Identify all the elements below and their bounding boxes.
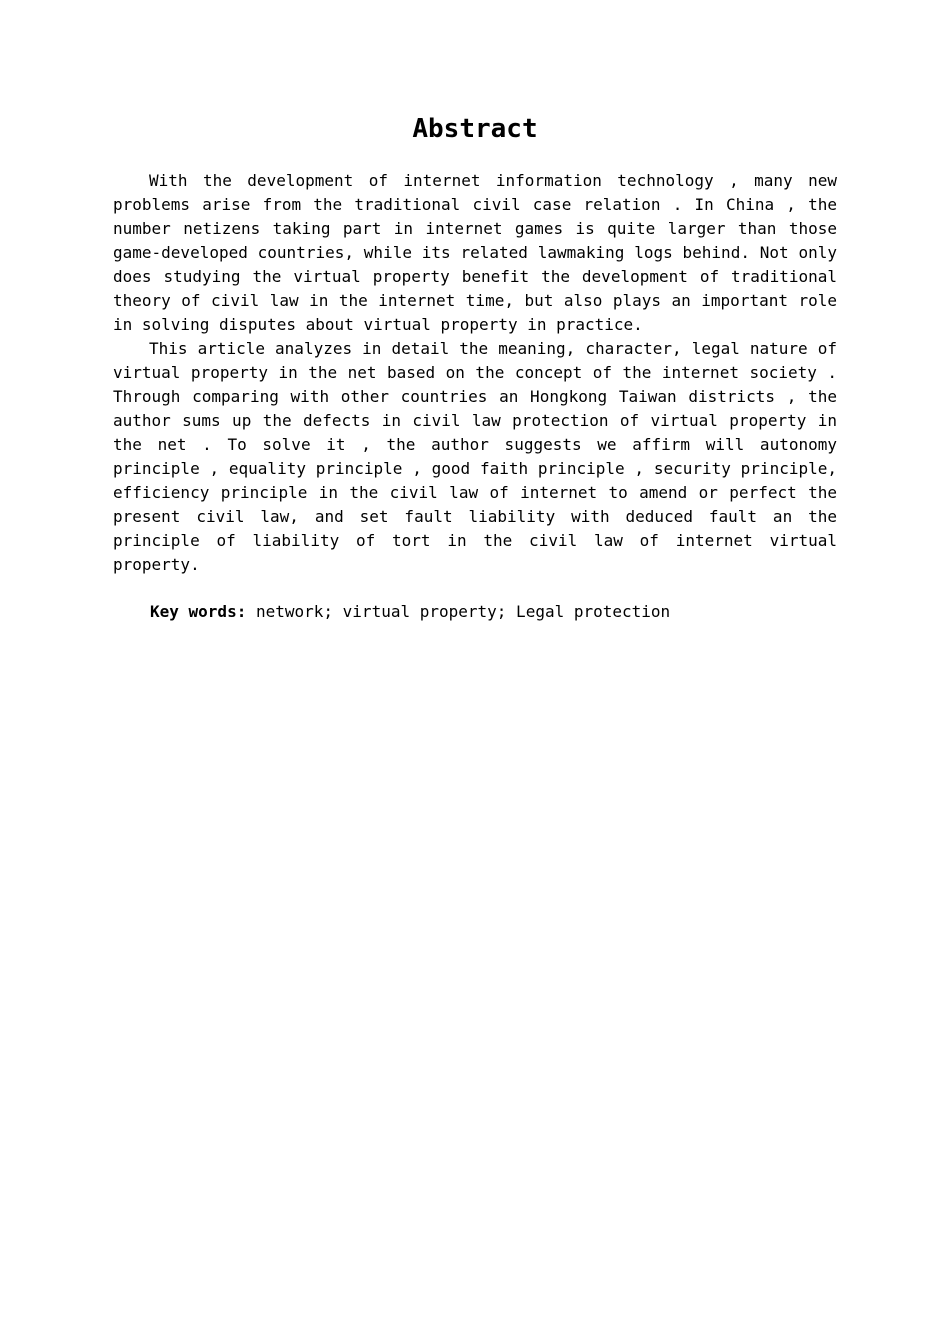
abstract-paragraph-2: This article analyzes in detail the meaning, character, legal nature of virtual property in the net based on the concept of the internet society . Through comparing with other countries an Hongkong Taiwan districts , the author sums up the defects in civil law protection of virtual property in the net . To solve it , the author suggests we affirm will autonomy principle , equality principle , good faith principle , security principle, efficiency principle in the civil law of internet to amend or perfect the present civil law, and set fault liability with deduced fault an the principle of liability of tort in the civil law of internet virtual property.	[113, 339, 837, 574]
abstract-body	[113, 169, 837, 577]
page-title: Abstract	[412, 114, 538, 144]
keywords-value: network; virtual property; Legal protection	[255, 602, 671, 621]
abstract-paragraph-1: With the development of internet information technology , many new problems arise from the traditional civil case relation . In China , the number netizens taking part in internet games is quite larger than those game-developed countries, while its related lawmaking logs behind. Not only does studying the virtual property benefit the development of traditional theory of civil law in the internet time, but also plays an important role in solving disputes about virtual property in practice.	[113, 171, 837, 334]
keywords-line	[150, 600, 840, 624]
keywords-label: Key words:	[150, 602, 247, 621]
